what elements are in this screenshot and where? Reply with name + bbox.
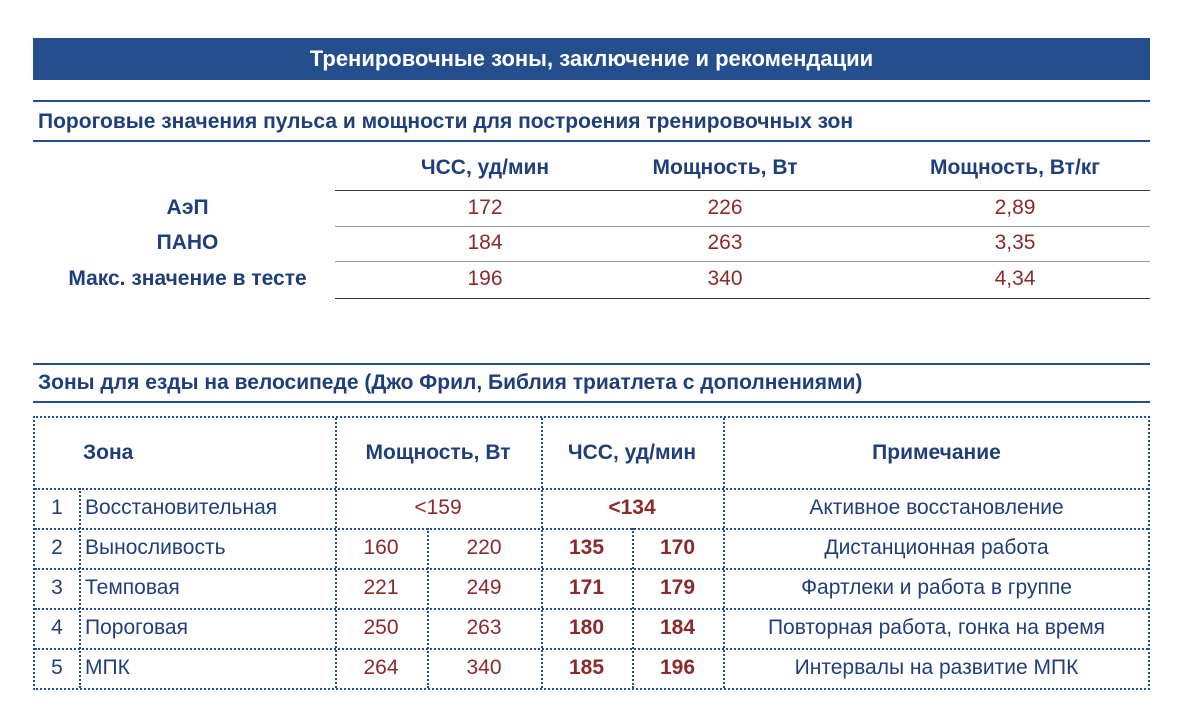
zone-hr-max: 170 bbox=[659, 536, 696, 559]
row-divider bbox=[335, 261, 1150, 262]
zone-power-range: <159 bbox=[414, 496, 462, 519]
threshold-label-pano: ПАНО bbox=[156, 231, 219, 254]
zones-header-note: Примечание bbox=[872, 441, 1001, 464]
zones-title: Зоны для езды на велосипеде (Джо Фрил, Библия триатлета с дополнениями) bbox=[38, 371, 863, 394]
threshold-powerkg-max: 4,34 bbox=[994, 267, 1036, 290]
zone-hr-range: <134 bbox=[608, 496, 656, 519]
zone-power-max: 340 bbox=[466, 656, 502, 679]
threshold-hr-aep: 172 bbox=[467, 196, 503, 219]
header-power: Мощность, Вт bbox=[652, 156, 798, 179]
threshold-powerkg-aep: 2,89 bbox=[994, 196, 1036, 219]
zone-power-min: 160 bbox=[363, 536, 399, 559]
threshold-hr-max: 196 bbox=[467, 267, 503, 290]
zone-name: Пороговая bbox=[85, 616, 188, 639]
threshold-hr-pano: 184 bbox=[467, 231, 503, 254]
table-bottom-rule bbox=[335, 298, 1150, 299]
header-underline bbox=[335, 190, 1150, 191]
threshold-label-aep: АэП bbox=[166, 196, 209, 219]
zone-note: Фартлеки и работа в группе bbox=[801, 576, 1072, 599]
zone-power-max: 249 bbox=[466, 576, 502, 599]
col-divider bbox=[79, 488, 81, 688]
zone-power-min: 221 bbox=[363, 576, 399, 599]
zones-header-power: Мощность, Вт bbox=[365, 441, 511, 464]
zone-note: Дистанционная работа bbox=[824, 536, 1049, 559]
zone-power-min: 250 bbox=[363, 616, 399, 639]
zone-power-max: 220 bbox=[466, 536, 502, 559]
zone-number: 2 bbox=[51, 536, 63, 559]
threshold-powerkg-pano: 3,35 bbox=[994, 231, 1036, 254]
zones-header-hr: ЧСС, уд/мин bbox=[567, 441, 697, 464]
threshold-power-pano: 263 bbox=[707, 231, 743, 254]
zone-hr-max: 184 bbox=[659, 616, 696, 639]
zone-number: 3 bbox=[51, 576, 63, 599]
zone-hr-min: 171 bbox=[568, 576, 605, 599]
section-top-rule bbox=[33, 100, 1150, 102]
threshold-power-aep: 226 bbox=[707, 196, 743, 219]
zone-number: 1 bbox=[51, 496, 63, 519]
zone-name: Темповая bbox=[85, 576, 180, 599]
row-divider bbox=[335, 226, 1150, 227]
zones-header-zone: Зона bbox=[83, 441, 134, 464]
header-power-kg: Мощность, Вт/кг bbox=[929, 156, 1101, 179]
zone-number: 4 bbox=[51, 616, 63, 639]
section-bottom-rule bbox=[33, 140, 1150, 142]
zone-hr-min: 180 bbox=[568, 616, 605, 639]
zone-power-min: 264 bbox=[363, 656, 399, 679]
zone-hr-min: 185 bbox=[568, 656, 605, 679]
section-top-rule bbox=[33, 363, 1150, 365]
zone-hr-max: 196 bbox=[659, 656, 696, 679]
zone-number: 5 bbox=[51, 656, 63, 679]
zone-note: Повторная работа, гонка на время bbox=[767, 616, 1106, 639]
zone-name: Восстановительная bbox=[85, 496, 278, 519]
zone-hr-max: 179 bbox=[659, 576, 696, 599]
zone-note: Интервалы на развитие МПК bbox=[794, 656, 1079, 679]
threshold-power-max: 340 bbox=[707, 267, 743, 290]
thresholds-title: Пороговые значения пульса и мощности для построения тренировочных зон bbox=[38, 110, 854, 133]
zones-table bbox=[33, 416, 1150, 690]
header-hr: ЧСС, уд/мин bbox=[420, 156, 550, 179]
section-bottom-rule bbox=[33, 401, 1150, 403]
zone-power-max: 263 bbox=[466, 616, 502, 639]
zone-name: Выносливость bbox=[85, 536, 226, 559]
banner-title: Тренировочные зоны, заключение и рекомендации bbox=[309, 46, 874, 71]
zone-name: МПК bbox=[85, 656, 130, 679]
threshold-label-max: Макс. значение в тесте bbox=[68, 267, 307, 290]
zone-note: Активное восстановление bbox=[809, 496, 1064, 519]
zone-hr-min: 135 bbox=[568, 536, 605, 559]
page-banner bbox=[33, 38, 1150, 80]
